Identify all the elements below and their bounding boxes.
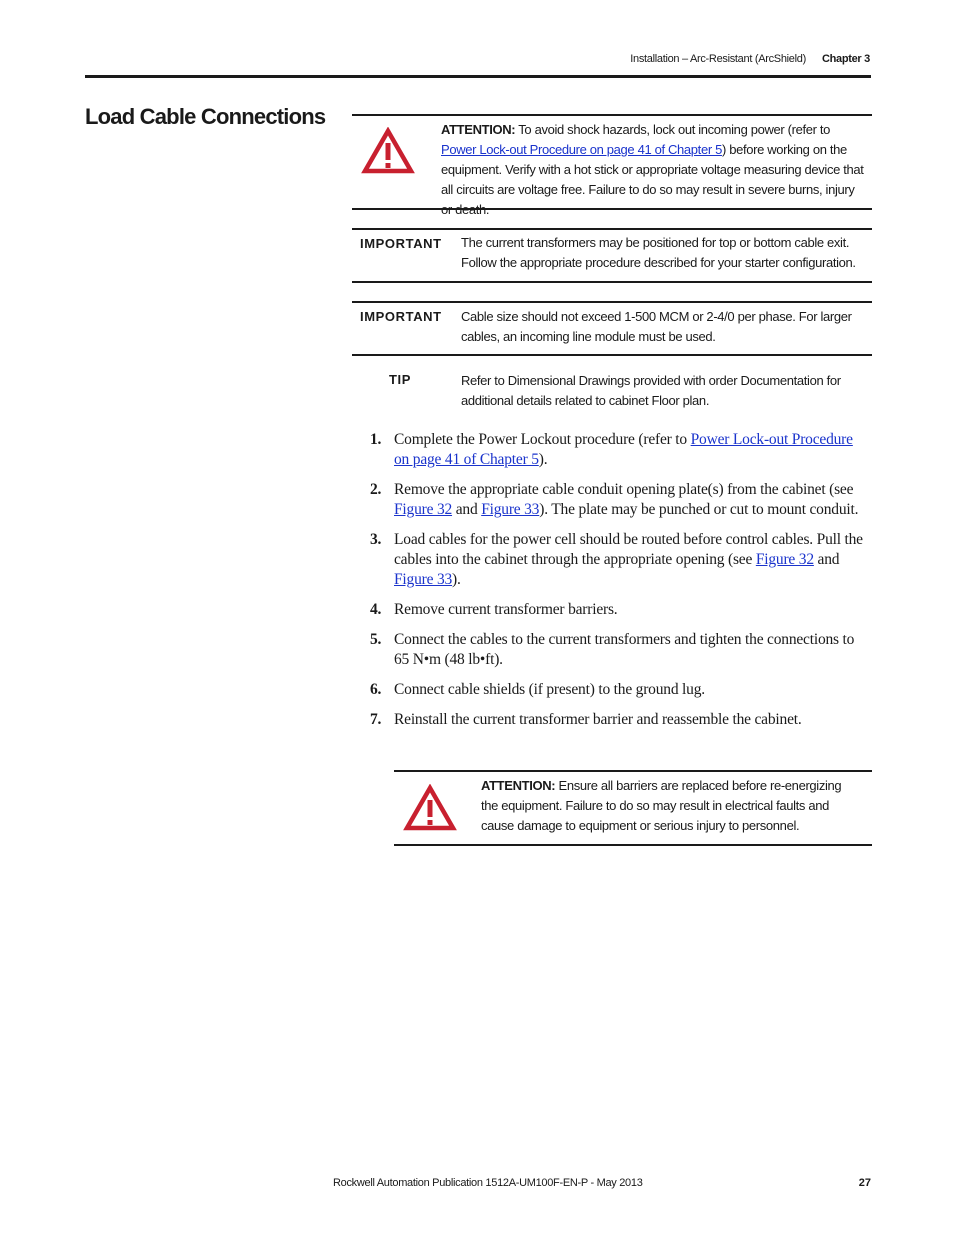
important-text: The current transformers may be positioned for top or bottom cable exit. Follow the appropriate procedure described for your starter configuration. (461, 235, 856, 270)
step-item (370, 680, 870, 700)
step-text: Complete the Power Lockout procedure (refer to (394, 431, 691, 448)
important-box (352, 228, 872, 283)
attention-label: ATTENTION: (481, 778, 556, 793)
running-title: Installation – Arc-Resistant (ArcShield) (630, 53, 806, 65)
step-text: Connect the cables to the current transformers and tighten the connections to 65 N•m (48 lb•ft). (394, 631, 855, 668)
cross-reference-link[interactable]: Power Lock-out Procedure on page 41 of Chapter 5 (394, 431, 853, 468)
step-text: and (452, 501, 482, 518)
power-lockout-link[interactable]: Power Lock-out Procedure on page 41 of Chapter 5 (441, 142, 722, 157)
step-text: Reinstall the current transformer barrier and reassemble the cabinet. (394, 711, 802, 728)
step-text: Remove current transformer barriers. (394, 601, 618, 618)
step-number: 7. (370, 711, 382, 728)
cross-reference-link[interactable]: Figure 33 (481, 501, 540, 518)
step-text: ). (538, 451, 548, 468)
running-header (560, 53, 870, 65)
tip-box (352, 370, 872, 415)
important-text: Cable size should not exceed 1-500 MCM or 2-4/0 per phase. For larger cables, an incoming line module must be used. (461, 309, 852, 344)
step-item (370, 600, 870, 620)
section-title: Load Cable Connections (85, 104, 326, 129)
attention-text: ATTENTION: Ensure all barriers are replaced before re-energizing the equipment. Failure to do so may result in electrical faults and cause damage to equipment or serious injury to personnel. (481, 778, 842, 833)
attention-text: ATTENTION: To avoid shock hazards, lock out incoming power (refer to Power Lock-out Procedure on page 41 of Chapter 5) before working on the equipment. Verify with a hot stick or appropriate voltage measuring device that all circuits are voltage free. Failure to do so may result in severe burns, injury (441, 122, 864, 197)
step-number: 1. (370, 431, 382, 448)
step-text: Remove the appropriate cable conduit opening plate(s) from the cabinet (see (394, 481, 854, 498)
step-item (370, 430, 870, 470)
attention-label: ATTENTION: (441, 122, 516, 137)
step-text: Connect cable shields (if present) to the ground lug. (394, 681, 705, 698)
tip-label: TIP (389, 372, 412, 387)
important-label: IMPORTANT (360, 309, 442, 324)
cross-reference-link[interactable]: Figure 33 (394, 571, 453, 588)
step-item (370, 710, 870, 730)
step-number: 3. (370, 531, 382, 548)
footer-publication: Rockwell Automation Publication 1512A-UM100F-EN-P - May 2013 (333, 1177, 643, 1189)
procedure-steps (370, 430, 870, 740)
step-text: and (813, 551, 840, 568)
important-label: IMPORTANT (360, 236, 442, 251)
header-rule (85, 75, 871, 78)
step-text: ). (452, 571, 461, 588)
step-text: Load cables for the power cell should be routed before control cables. Pull the cables into the cabinet through the appropriate opening (see (394, 531, 863, 568)
important-box (352, 301, 872, 356)
cross-reference-link[interactable]: Figure 32 (394, 501, 453, 518)
step-number: 4. (370, 601, 382, 618)
step-number: 5. (370, 631, 382, 648)
step-item (370, 530, 870, 590)
page-number: 27 (858, 1177, 871, 1189)
chapter-label: Chapter 3 (821, 53, 870, 65)
step-text: ). The plate may be punched or cut to mount conduit. (539, 501, 859, 518)
attention-box (352, 114, 872, 210)
tip-text: Refer to Dimensional Drawings provided with order Documentation for additional details related to cabinet Floor plan. (461, 373, 841, 408)
warning-triangle-icon (402, 784, 458, 832)
step-number: 2. (370, 481, 382, 498)
step-item (370, 480, 870, 520)
attention-box (394, 770, 872, 846)
step-number: 6. (370, 681, 382, 698)
warning-triangle-icon (361, 127, 415, 175)
cross-reference-link[interactable]: Figure 32 (755, 551, 814, 568)
step-item (370, 630, 870, 670)
